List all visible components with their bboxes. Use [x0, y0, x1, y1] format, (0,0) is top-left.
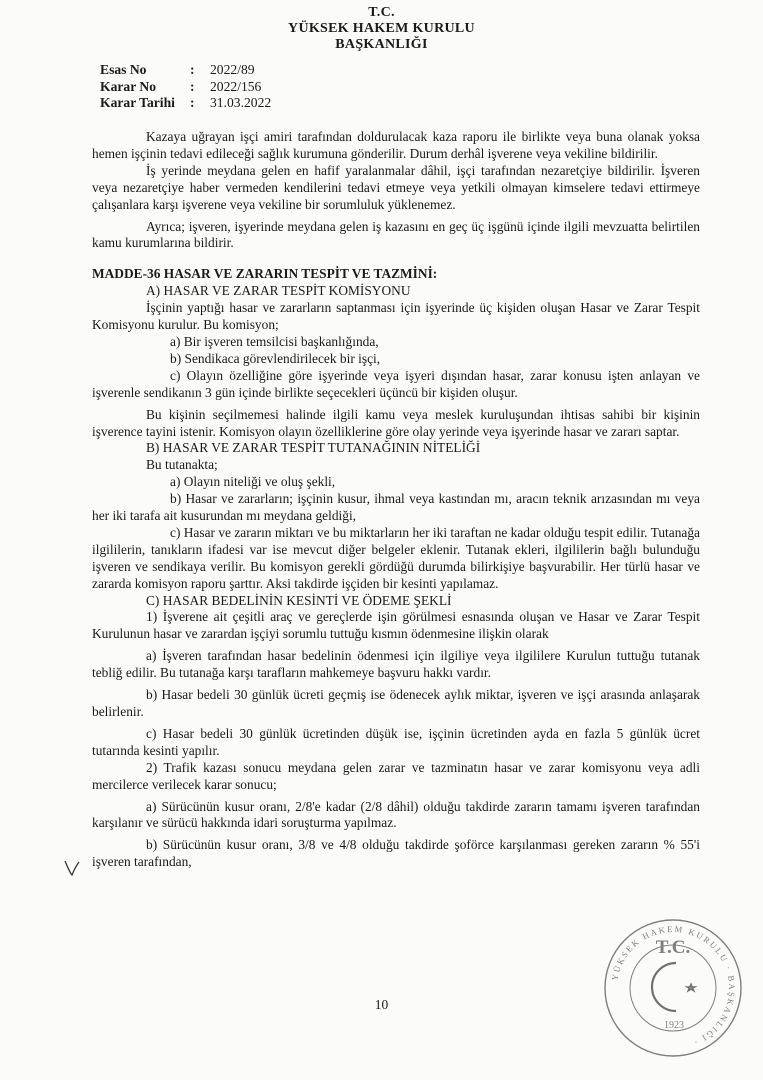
article-heading: MADDE-36 HASAR VE ZARARIN TESPİT VE TAZMİNİ:: [92, 266, 438, 282]
meta-label: Karar No: [100, 78, 157, 94]
meta-value: 2022/89: [210, 62, 255, 77]
paragraph: İş yerinde meydana gelen en hafif yaralanmalar dâhil, işçi tarafından nezaretçiye bildirilir. İşveren veya nezaretçiye haber vermeden kendilerini tedavi etmeye veya yetkili olmayan kimselere tedavi ettirmeye çalışanlara karşı işverene veya vekiline bir sorumluluk yüklenemez.: [92, 162, 700, 212]
paragraph: Bu kişinin seçilmemesi halinde ilgili kamu veya meslek kuruluşundan ihtisas sahibi bir kişinin işverence tayini istenir. Komisyon olayın özelliklerine göre olay yerinde veya işyerinde hasar ve zararı saptar.: [92, 406, 700, 439]
list-item: c) Hasar ve zararın miktarı ve bu miktarların her iki taraftan ne kadar olduğu tespit edilir. Tutanağa ilgililerin, tanıkların ifadesi var ise mevcut diğer belgeler eklenir. Tutanak ekleri, ilgililerin bağlı bulunduğu işveren ve sendikaya verilir. Bu komisyon gerekli gördüğü durumda bilirkişiye başvurabilir. Her türlü hasar ve zararda komisyon raporu şarttır. Aksi takdirde işçiden bir kesinti yapılamaz.: [92, 524, 700, 591]
meta-row-esas: [100, 62, 271, 79]
list-item: a) Sürücünün kusur oranı, 2/8'e kadar (2/8 dâhil) olduğu takdirde zararın tamamı işveren tarafından karşılanır ve sürücü hakkında idari soruşturma yapılmaz.: [92, 798, 700, 831]
meta-colon: :: [190, 62, 195, 77]
header-line-tc: T.C.: [368, 5, 395, 20]
document-body: [92, 129, 700, 871]
svg-text:YÜKSEK HAKEM KURULU · BAŞKANLI: YÜKSEK HAKEM KURULU · BAŞKANLIĞI ·: [609, 923, 738, 1049]
meta-value: 2022/156: [210, 78, 262, 94]
paragraph: Bu tutanakta;: [146, 457, 218, 473]
meta-row-karar: [100, 79, 271, 96]
list-item: b) Hasar bedeli 30 günlük ücreti geçmiş ise ödenecek aylık miktar, işveren ve işçi arasında anlaşarak belirlenir.: [92, 687, 700, 719]
svg-text:1923: 1923: [664, 1020, 684, 1031]
header-line-institution: YÜKSEK HAKEM KURULU: [288, 21, 475, 36]
list-item: b) Sürücünün kusur oranı, 3/8 ve 4/8 olduğu takdirde şoförce karşılanması gereken zararın % 55'i işveren tarafından,: [92, 837, 700, 870]
list-item: a) Bir işveren temsilcisi başkanlığında,: [170, 333, 379, 349]
svg-text:T.C.: T.C.: [655, 937, 691, 958]
section-heading: B) HASAR VE ZARAR TESPİT TUTANAĞININ NİTELİĞİ: [146, 440, 481, 456]
list-item: 2) Trafik kazası sonucu meydana gelen zarar ve tazminatın hasar ve zarar komisyonu veya adli mercilerce verilecek karar sonucu;: [92, 759, 700, 792]
meta-label: Karar Tarihi: [100, 95, 175, 110]
list-item: 1) İşverene ait çeşitli araç ve gereçlerde işin görülmesi esnasında oluşan ve Hasar ve Zarar Tespit Kurulunun hasar ve zarardan işçiyi sorumlu tuttuğu kısmın ödenmesine ilişkin olarak: [92, 609, 700, 642]
list-item: c) Hasar bedeli 30 günlük ücretinden düşük ise, işçinin ücretinden ayda en fazla 5 günlük ücret tutarında kesinti yapılır.: [92, 725, 700, 758]
official-seal-stamp: [598, 908, 748, 1068]
meta-value: 31.03.2022: [210, 95, 272, 110]
list-item: b) Sendikaca görevlendirilecek bir işçi,: [170, 350, 381, 366]
meta-colon: :: [190, 78, 195, 94]
list-item: c) Olayın özelliğine göre işyerinde veya işyeri dışından hasar, zarar konusu işten anlayan ve işverenle sendikanın 3 gün içinde birlikte seçecekleri üçüncü bir kişiden oluşur.: [92, 367, 700, 400]
paragraph: Kazaya uğrayan işçi amiri tarafından doldurulacak kaza raporu ile birlikte veya buna olanak yoksa hemen işçinin tedavi edileceği sağlık kurumuna gönderilir. Durum derhâl işverene veya vekiline bildirilir.: [92, 129, 700, 161]
case-metadata: [100, 62, 271, 112]
list-item: a) Olayın niteliği ve oluş şekli,: [170, 474, 336, 490]
handwritten-check-mark: [62, 858, 82, 878]
section-heading: A) HASAR VE ZARAR TESPİT KOMİSYONU: [146, 283, 411, 299]
page-number: 10: [374, 997, 389, 1012]
meta-label: Esas No: [100, 62, 147, 77]
paragraph: İşçinin yaptığı hasar ve zararların saptanması için işyerinde üç kişiden oluşan Hasar ve Zarar Tespit Komisyonu kurulur. Bu komisyon;: [92, 300, 700, 333]
paragraph: Ayrıca; işveren, işyerinde meydana gelen iş kazasını en geç üç işgünü içinde ilgili mevzuatta belirtilen kamu kurumlarına bildirir.: [92, 218, 700, 251]
document-header: [0, 5, 763, 53]
list-item: a) İşveren tarafından hasar bedelinin ödenmesi için ilgiliye veya ilgililere Kurulun tuttuğu tutanak tebliğ edilir. Bu tutanağa karşı tarafların mahkemeye başvuru hakkı vardır.: [92, 648, 700, 681]
header-line-presidency: BAŞKANLIĞI: [335, 37, 428, 52]
meta-row-karar-tarihi: [100, 95, 271, 112]
section-heading: C) HASAR BEDELİNİN KESİNTİ VE ÖDEME ŞEKLİ: [146, 592, 452, 608]
list-item: b) Hasar ve zararların; işçinin kusur, ihmal veya kastından mı, aracın teknik arızasından mı veya her iki tarafa ait kusurundan mı meydana geldiği,: [92, 491, 700, 524]
meta-colon: :: [190, 95, 195, 110]
